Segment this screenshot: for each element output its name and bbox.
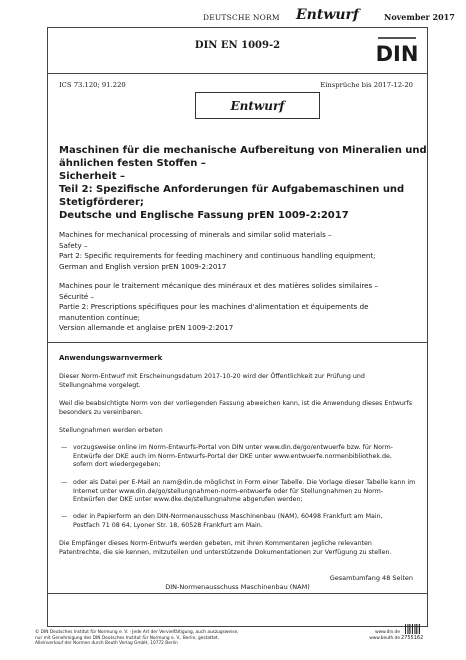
bullet-dash: — — [61, 513, 68, 520]
page-header — [0, 6, 466, 28]
title-french — [59, 281, 419, 334]
committee-name: DIN-Normenausschuss Maschinenbau (NAM) — [165, 583, 310, 591]
warning-paragraph — [59, 400, 424, 417]
title-line: Sicherheit – — [59, 171, 125, 182]
document-code: 2755162 — [401, 635, 424, 641]
page-count: Gesamtumfang 48 Seiten — [329, 574, 413, 582]
title-line: Version allemande et anglaise prEN 1009-2:2017 — [59, 323, 234, 332]
footer-line: Alleinverkauf der Normen durch Beuth Verlag GmbH, 10772 Berlin — [35, 641, 178, 647]
title-line: Machines pour le traitement mécanique des minéraux et des matières solides similaires – — [59, 281, 379, 290]
bullet-line: Internet unter www.din.de/go/stellungnahmen-norm-entwuerfe oder für Stellungnahmen zu Norm- — [73, 487, 383, 495]
paragraph-line: Die Empfänger dieses Norm-Entwurfs werden gebeten, mit ihren Kommentaren jegliche relevanten — [59, 540, 372, 547]
title-line: Part 2: Specific requirements for feeding machinery and continuous handling equipment; — [59, 251, 376, 260]
bullet-line: oder in Papierform an den DIN-Normenausschuss Maschinenbau (NAM), 60498 Frankfurt am Main, — [73, 513, 383, 520]
beuth-link[interactable]: www.beuth.de — [369, 635, 400, 641]
divider — [47, 342, 428, 343]
title-line: Stetigförderer; — [59, 197, 144, 208]
warning-paragraph — [59, 373, 424, 390]
bullet-line: sofern dort wiedergegeben; — [73, 461, 161, 469]
title-line: ähnlichen festen Stoffen – — [59, 158, 206, 169]
title-line: Partie 2: Prescriptions spécifiques pour les machines d'alimentation et équipements de — [59, 302, 369, 311]
footer-line: © DIN Deutsches Institut für Normung e. V. · Jede Art der Vervielfältigung, auch auszugsweise, — [35, 630, 239, 635]
bullet-line: vorzugsweise online im Norm-Entwurfs-Portal von DIN unter www.din.de/go/entwuerfe bzw. für Norm- — [73, 444, 393, 451]
title-line: Teil 2: Spezifische Anforderungen für Aufgabemaschinen und — [59, 184, 405, 195]
warning-title: Anwendungswarnvermerk — [59, 354, 163, 362]
title-line: Deutsche und Englische Fassung prEN 1009-2:2017 — [59, 210, 349, 221]
title-line: German and English version prEN 1009-2:2017 — [59, 261, 227, 271]
entwurf-box: Entwurf — [195, 92, 320, 119]
bullet-line: Entwürfe der DKE auch im Norm-Entwurfs-Portal der DKE unter www.entwuerfe.normenbibliothek.de, — [73, 452, 392, 460]
paragraph-line: Patentrechte, die sie kennen, mitzuteilen und unterstützende Dokumentationen zur Verfügung zu stellen. — [59, 548, 392, 556]
barcode-icon — [405, 624, 421, 634]
footer-line: nur mit Genehmigung des DIN Deutsches Institut für Normung e. V., Berlin, gestattet. — [35, 635, 220, 641]
paragraph-line: Stellungnahme vorgelegt. — [59, 381, 141, 389]
warning-paragraph — [59, 427, 424, 436]
title-line: Safety – — [59, 240, 88, 250]
bullet-dash: — — [61, 444, 68, 451]
title-english — [59, 230, 419, 272]
title-line: Sécurité – — [59, 291, 95, 301]
title-german — [59, 144, 427, 222]
din-link[interactable]: www.din.de — [375, 630, 400, 635]
warning-paragraph — [59, 540, 424, 557]
title-line: Maschinen für die mechanische Aufbereitung von Mineralien und — [59, 145, 427, 156]
bullet-dash: — — [61, 479, 68, 486]
ics-code: ICS 73.120; 91.220 — [59, 81, 126, 89]
paragraph-line: Weil die beabsichtigte Norm von der vorliegenden Fassung abweichen kann, ist die Anwendung dieses Entwurfs — [59, 400, 413, 407]
divider — [47, 73, 428, 74]
title-line: manutention continue; — [59, 312, 140, 322]
paragraph-line: Dieser Norm-Entwurf mit Erscheinungsdatum 2017-10-20 wird der Öffentlichkeit zur Prüfung und — [59, 373, 365, 380]
din-logo — [367, 28, 427, 73]
divider — [47, 593, 428, 594]
copyright-notice — [35, 630, 238, 647]
title-line: Machines for mechanical processing of minerals and similar solid materials – — [59, 230, 332, 239]
paragraph-line: besonders zu vereinbaren. — [59, 408, 143, 416]
header-entwurf: Entwurf — [296, 7, 359, 23]
footer-links — [350, 630, 400, 641]
bullet-line: oder als Datei per E-Mail an nam@din.de möglichst in Form einer Tabelle. Die Vorlage dieser Tabelle kann im — [73, 479, 416, 486]
bullet-line: Postfach 71 08 64, Lyoner Str. 18, 60528 Frankfurt am Main. — [73, 521, 263, 529]
header-date: November 2017 — [384, 12, 455, 22]
paragraph-line: Stellungnahmen werden erbeten — [59, 427, 163, 434]
bullet-line: Entwürfen der DKE unter www.dke.de/stellungnahme abgerufen werden; — [73, 496, 303, 504]
document-id: DIN EN 1009-2 — [194, 40, 281, 51]
din-logo-text: DIN — [376, 41, 418, 66]
norm-label: DEUTSCHE NORM — [203, 13, 280, 22]
einsprueche-deadline: Einsprüche bis 2017-12-20 — [320, 81, 413, 89]
